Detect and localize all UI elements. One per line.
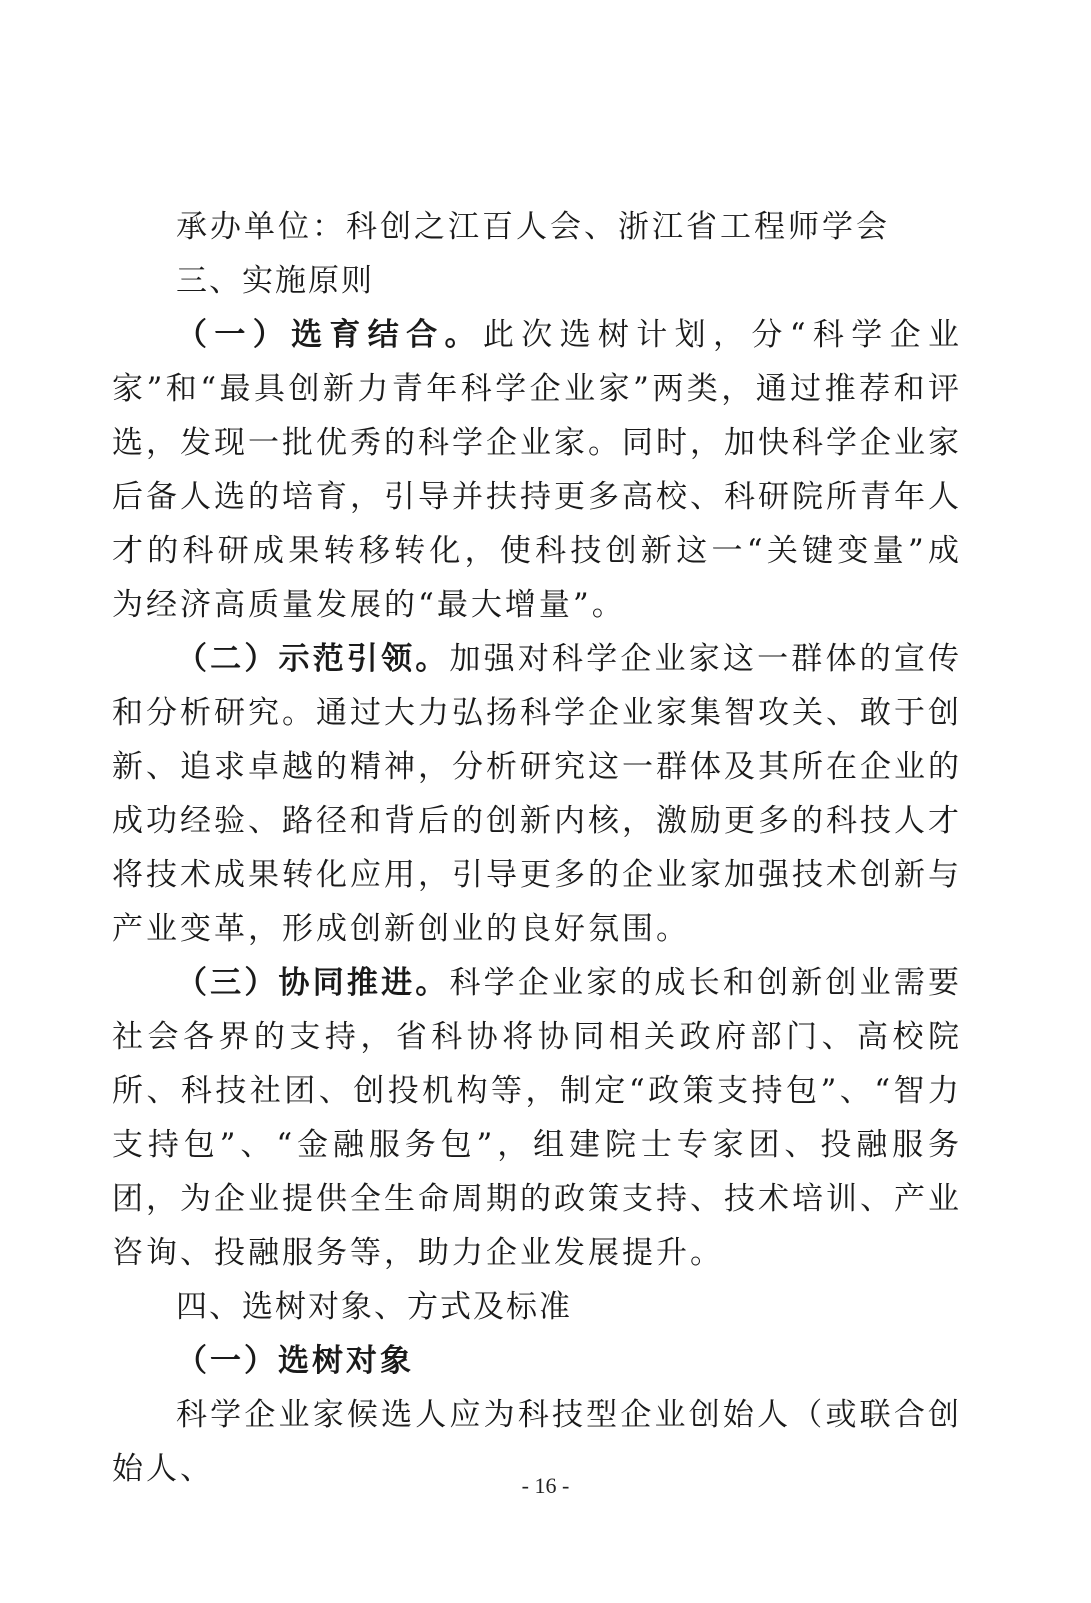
organizer-line: 承办单位：科创之江百人会、浙江省工程师学会 bbox=[176, 209, 890, 245]
principle-1-text: 此次选树计划，分“科学企业家”和“最具创新力青年科学企业家”两类，通过推荐和评选，发现一批优秀的科学企业家。同时，加快科学企业家后备人选的培育，引导并扶持更多高校、科研院所青年人才的科研成果转移转化，使科技创新这一“关键变量”成为经济高质量发展的“最大增量”。 bbox=[112, 317, 962, 623]
principle-1-title: （一）选育结合。 bbox=[176, 317, 483, 353]
section-4-sub-heading: （一）选树对象 bbox=[176, 1343, 414, 1379]
document-body bbox=[112, 200, 962, 1496]
principle-2-text: 加强对科学企业家这一群体的宣传和分析研究。通过大力弘扬科学企业家集智攻关、敢于创新、追求卓越的精神，分析研究这一群体及其所在企业的成功经验、路径和背后的创新内核，激励更多的科技人才将技术成果转化应用，引导更多的企业家加强技术创新与产业变革，形成创新创业的良好氛围。 bbox=[112, 641, 963, 947]
principle-paragraph-2 bbox=[112, 632, 962, 956]
principle-3-text: 科学企业家的成长和创新创业需要社会各界的支持，省科协将协同相关政府部门、高校院所、科技社团、创投机构等，制定“政策支持包”、“智力支持包”、“金融服务包”，组建院士专家团、投融服务团，为企业提供全生命周期的政策支持、技术培训、产业咨询、投融服务等，助力企业发展提升。 bbox=[112, 965, 963, 1271]
principle-3-title: （三）协同推进。 bbox=[176, 965, 450, 1001]
principle-paragraph-3 bbox=[112, 956, 962, 1280]
section-3-heading: 三、实施原则 bbox=[176, 263, 374, 299]
principle-paragraph-1 bbox=[112, 308, 962, 632]
selection-target-paragraph: 科学企业家候选人应为科技型企业创始人（或联合创始人、 bbox=[112, 1397, 962, 1487]
principle-2-title: （二）示范引领。 bbox=[176, 641, 450, 677]
section-4-heading: 四、选树对象、方式及标准 bbox=[176, 1289, 572, 1325]
page-number: - 16 - bbox=[521, 1473, 570, 1498]
